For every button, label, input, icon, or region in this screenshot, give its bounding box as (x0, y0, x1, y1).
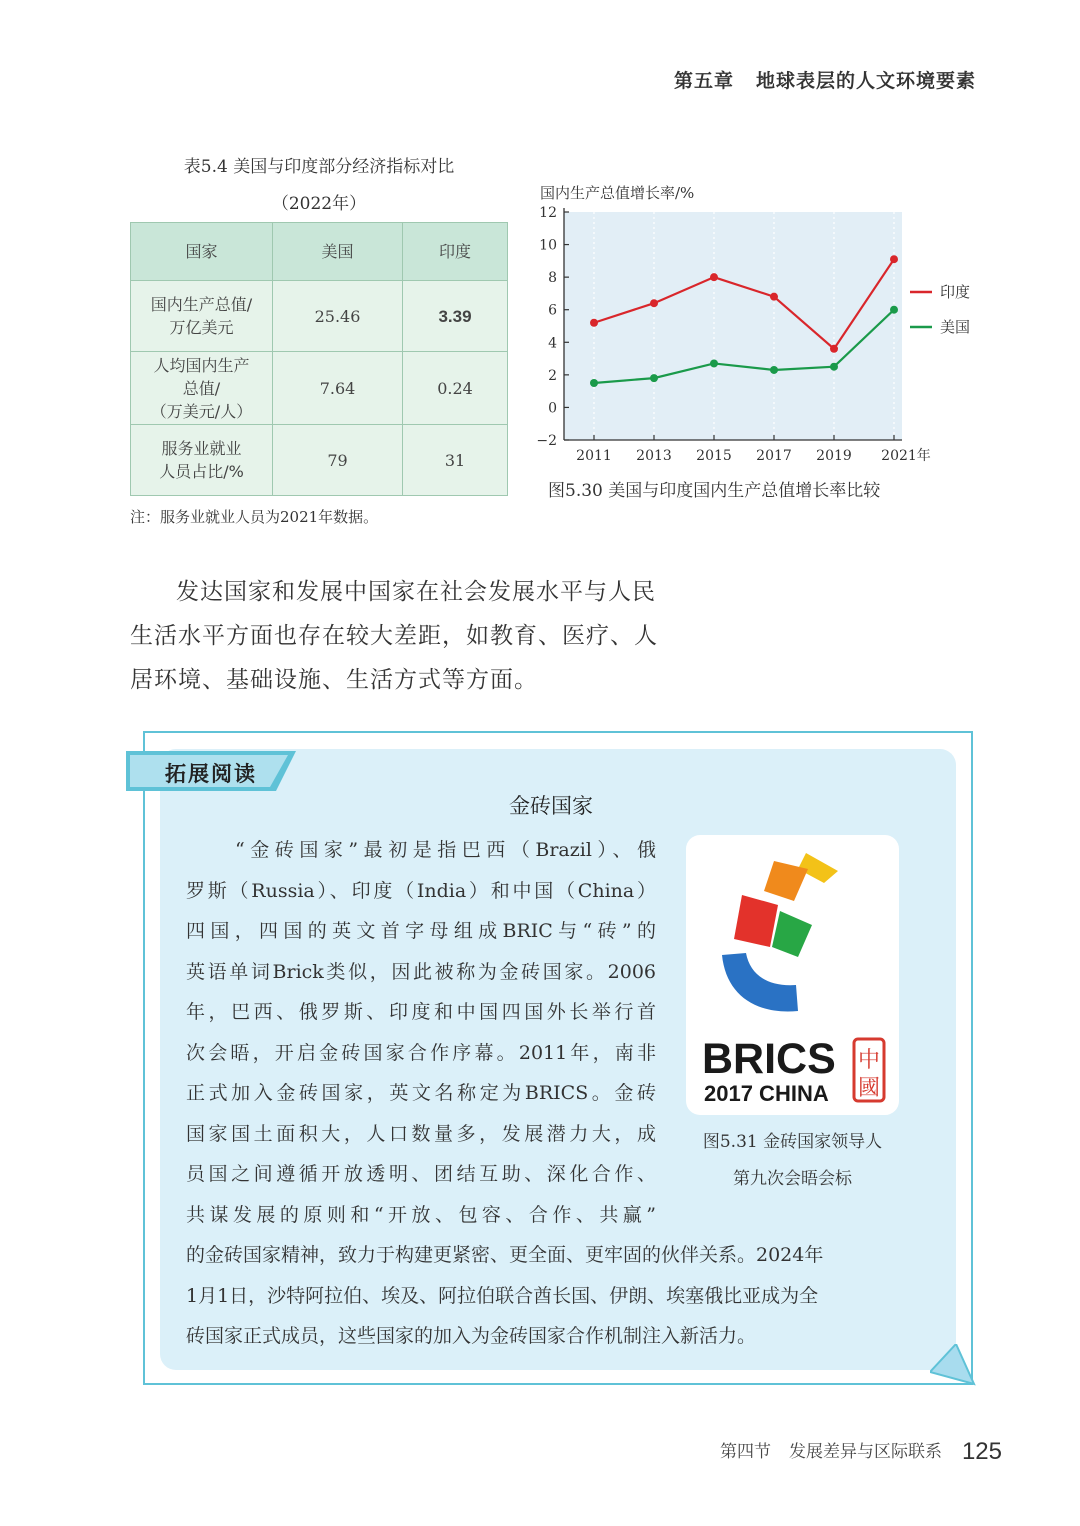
row-label: 人均国内生产 总值/ （万美元/人） (131, 352, 273, 425)
data-point (710, 273, 718, 281)
value-india: 0.24 (403, 352, 508, 425)
page-number: 125 (961, 1438, 1002, 1465)
table-title: 表5.4 美国与印度部分经济指标对比 (183, 157, 455, 177)
x-tick-label: 2013 (636, 448, 672, 464)
legend-label: 印度 (940, 283, 971, 301)
reading-line: 正式加入金砖国家，英文名称定为BRICS。金砖 (186, 1082, 656, 1104)
gdp-growth-chart (532, 180, 992, 470)
data-point (590, 319, 598, 327)
reading-line: 罗斯（Russia）、印度（India）和中国（China） (186, 879, 656, 902)
table-year: （2022年） (271, 194, 367, 214)
reading-line: 年，巴西、俄罗斯、印度和中国四国外长举行首 (186, 1001, 656, 1023)
data-point (770, 293, 778, 301)
chapter-number: 第五章 (673, 70, 734, 92)
seal-char: 中 (857, 1048, 881, 1073)
x-tick-label: 2021年 (881, 448, 931, 464)
row-label: 服务业就业 人员占比/% (131, 425, 273, 496)
value-us: 79 (273, 425, 403, 496)
y-tick-label: −2 (536, 433, 557, 449)
reading-tab-label: 拓展阅读 (165, 762, 257, 786)
seal-char: 國 (857, 1076, 881, 1101)
x-tick-label: 2019 (816, 448, 852, 464)
reading-line: 员国之间遵循开放透明、团结互助、深化合作、 (186, 1163, 656, 1185)
x-tick-label: 2017 (756, 448, 792, 464)
table-header-cell: 美国 (273, 223, 403, 281)
table-row (131, 352, 508, 425)
value-india: 31 (403, 425, 508, 496)
footer-section: 第四节 (719, 1442, 771, 1462)
table-header-cell: 国家 (131, 223, 273, 281)
y-axis-label: 国内生产总值增长率/% (540, 184, 695, 202)
body-paragraph (130, 570, 730, 702)
body-line: 居环境、基础设施、生活方式等方面。 (130, 667, 538, 693)
plot-area (564, 212, 902, 440)
brics-logo-card (686, 835, 899, 1115)
logo-seal (854, 1039, 884, 1101)
y-tick-label: 0 (548, 400, 557, 417)
logo-caption: 图5.31 金砖国家领导人 第九次会晤会标 (702, 1132, 883, 1189)
logo-text-year: 2017 CHINA (704, 1081, 829, 1106)
table-header-cell: 印度 (403, 223, 508, 281)
table-note: 注：服务业就业人员为2021年数据。 (130, 508, 379, 526)
x-tick-label: 2011 (576, 448, 612, 464)
brics-logo (686, 835, 899, 1115)
table-header-row (131, 223, 508, 281)
brics-emblem-icon (722, 853, 838, 1012)
body-line: 发达国家和发展中国家在社会发展水平与人民 (176, 579, 656, 605)
table-row (131, 281, 508, 352)
y-tick-label: 2 (548, 367, 557, 384)
value-us: 7.64 (273, 352, 403, 425)
table-row (131, 425, 508, 496)
data-point (650, 299, 658, 307)
chapter-header (674, 66, 976, 93)
data-point (650, 374, 658, 382)
value-us: 25.46 (273, 281, 403, 352)
reading-line: 共谋发展的原则和“开放、包容、合作、共赢” (186, 1203, 656, 1226)
y-tick-label: 8 (548, 270, 557, 287)
reading-line: 1月1日，沙特阿拉伯、埃及、阿拉伯联合酋长国、伊朗、埃塞俄比亚成为全 (186, 1284, 819, 1307)
footer-title: 发展差异与区际联系 (788, 1442, 942, 1462)
x-tick-label: 2015 (696, 448, 732, 464)
data-point (890, 306, 898, 314)
data-point (770, 366, 778, 374)
data-point (710, 359, 718, 367)
reading-line: 英语单词Brick类似，因此被称为金砖国家。2006 (186, 960, 656, 983)
reading-title: 金砖国家 (509, 794, 593, 818)
y-tick-label: 6 (548, 302, 557, 319)
data-point (890, 255, 898, 263)
logo-text-brics: BRICS (702, 1035, 836, 1083)
page-footer (720, 1437, 1002, 1466)
row-label: 国内生产总值/ 万亿美元 (131, 281, 273, 352)
economic-indicators-table (130, 222, 508, 496)
page-curl-corner (930, 1344, 976, 1388)
reading-line: “金砖国家”最初是指巴西（Brazil）、俄 (186, 839, 656, 861)
reading-line: 国家国土面积大，人口数量多，发展潜力大，成 (186, 1122, 656, 1145)
reading-line: 的金砖国家精神，致力于构建更紧密、更全面、更牢固的伙伴关系。2024年 (186, 1244, 824, 1266)
y-tick-label: 10 (539, 237, 557, 254)
y-tick-label: 12 (539, 205, 557, 221)
chart-caption: 图5.30 美国与印度国内生产总值增长率比较 (548, 481, 881, 501)
data-point (590, 379, 598, 387)
legend-label: 美国 (940, 318, 971, 336)
data-point (830, 345, 838, 353)
value-india: 3.39 (403, 281, 508, 352)
reading-line: 四国，四国的英文首字母组成BRIC与“砖”的 (186, 920, 656, 942)
data-point (830, 363, 838, 371)
y-tick-label: 4 (548, 335, 557, 352)
reading-line: 次会晤，开启金砖国家合作序幕。2011年，南非 (186, 1041, 656, 1064)
reading-line: 砖国家正式成员，这些国家的加入为金砖国家合作机制注入新活力。 (186, 1325, 757, 1347)
chapter-title: 地球表层的人文环境要素 (755, 70, 976, 92)
body-line: 生活水平方面也存在较大差距，如教育、医疗、人 (130, 623, 658, 649)
